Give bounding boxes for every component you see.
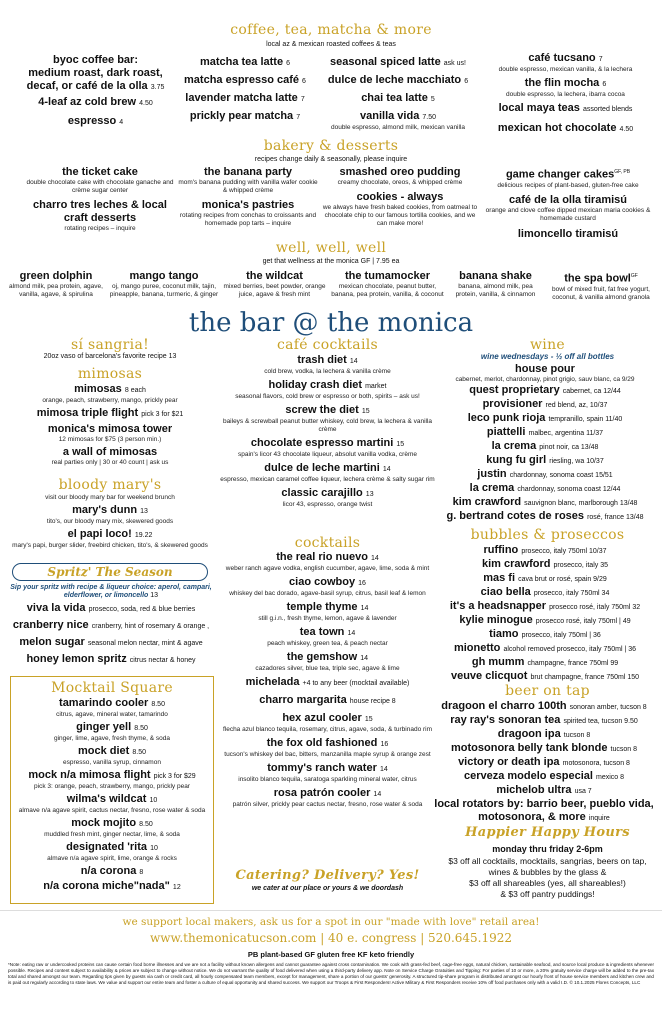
item-name: the banana party xyxy=(203,166,293,178)
wellness-subheader: get that wellness at the monica GF | 7.95 ea xyxy=(262,258,400,265)
item-desc: espresso, mexican caramel coffee liqueur, lechera crème & salty sugar rim xyxy=(220,476,435,483)
item-desc: bowl of mixed fruit, fat free yogurt, coconut, & vanilla almond granola xyxy=(552,285,650,301)
item-price: 8.50 xyxy=(151,701,165,708)
item-name: michelob ultra xyxy=(496,784,572,796)
sangria-header: sí sangria! xyxy=(70,337,150,353)
item-name: a wall of mimosas xyxy=(62,446,158,458)
item-desc: still g.i.n., fresh thyme, lemon, agave & lavender xyxy=(258,615,397,622)
bloody-header: bloody mary's xyxy=(58,477,162,493)
item-name: la crema xyxy=(469,482,515,494)
happy-details xyxy=(440,843,655,900)
item-desc: double espresso, la lechera, ibarra cocoa xyxy=(506,91,625,98)
item-desc: baileys & screwball peanut butter whiskey, cold brew, la lechera & vanilla crème xyxy=(222,418,433,433)
item-name: mock mojito xyxy=(71,817,137,829)
item-desc: mom's banana pudding with vanilla wafer cookie & whipped crème xyxy=(178,179,318,194)
item-desc: cranberry, hint of rosemary & orange , xyxy=(91,623,210,630)
item-name: mango tango xyxy=(129,270,199,282)
item-name: café tucsano xyxy=(528,52,596,64)
item-desc: double chocolate cake with chocolate ganache and crème sugar center xyxy=(26,179,174,194)
item-name: trash diet xyxy=(297,354,347,366)
happy-header: Happier Happy Hours xyxy=(465,825,630,840)
item-name: local rotators by: barrio beer, pueblo vida, motosonora, & more xyxy=(434,798,654,823)
item-name: veuve clicquot xyxy=(450,670,528,682)
item-price: pinot noir, ca 13/48 xyxy=(539,444,599,451)
item-name: n/a corona miche"nada" xyxy=(43,880,170,892)
item-name: prickly pear matcha xyxy=(189,110,294,122)
item-price: cava brut or rosé, spain 9/29 xyxy=(518,576,607,583)
item-price: 14 xyxy=(370,555,379,562)
item-name: tommy's ranch water xyxy=(267,762,377,774)
item-name: chocolate espresso martini xyxy=(250,437,394,449)
item-price: sauvignon blanc, marlborough 13/48 xyxy=(524,500,638,507)
sangria-sub: 20oz vaso of barcelona's favorite recipe 13 xyxy=(43,353,177,360)
item-price: rosé, france 13/48 xyxy=(587,514,644,521)
item-name: piattelli xyxy=(486,426,526,438)
item-name: monica's pastries xyxy=(201,199,295,211)
item-name: espresso xyxy=(67,115,117,127)
item-name: vanilla vida xyxy=(360,110,420,122)
item-name: the tumamocker xyxy=(345,270,430,282)
item-price: brut champagne, france 750ml 150 xyxy=(530,674,640,681)
item-name: motosonora belly tank blonde xyxy=(451,742,608,754)
item-name: el papi loco! xyxy=(67,528,132,540)
item-price: 7 xyxy=(300,96,305,103)
item-price: tucson 8 xyxy=(563,732,591,739)
item-desc: tucson's whiskey del bac, bitters, manzanilla maple syrup & orange zest xyxy=(224,751,431,758)
spritz-intro: Sip your spritz with recipe & liqueur choice: aperol, campari, elderflower, or limoncello xyxy=(10,584,212,599)
item-desc: citrus nectar & honey xyxy=(129,657,196,664)
item-price: motosonora, tucson 8 xyxy=(562,760,630,767)
item-price: 15 xyxy=(361,408,370,415)
item-name: wilma's wildcat xyxy=(66,793,147,805)
item-price: red blend, az, 10/37 xyxy=(545,402,608,409)
item-price: cabernet, ca 12/44 xyxy=(562,388,621,395)
item-price: tempranillo, spain 11/40 xyxy=(548,416,623,423)
item-price: market xyxy=(365,383,387,390)
item-price: ask us! xyxy=(443,60,466,67)
item-name: matcha espresso café xyxy=(184,74,299,86)
happy-time: monday thru friday 2-6pm xyxy=(492,844,603,854)
item-price: 15 xyxy=(364,716,373,723)
byoc-line3: decaf, or café de la olla xyxy=(26,80,148,92)
item-price: malbec, argentina 11/37 xyxy=(528,430,604,437)
item-name: ginger yell xyxy=(76,721,132,733)
item-price: champagne, france 750ml 99 xyxy=(527,660,619,667)
item-name: monica's mimosa tower xyxy=(47,423,173,435)
item-price: 6 xyxy=(302,78,306,85)
item-desc: almave n/a agave spirit, lime, orange & rocks xyxy=(47,855,177,862)
item-name: justin xyxy=(477,468,507,480)
item-name: the wildcat xyxy=(246,270,303,282)
item-name: the spa bowl xyxy=(564,272,631,285)
item-price: 6 xyxy=(602,81,607,88)
item-name: the gemshow xyxy=(286,651,358,663)
item-name: house pour xyxy=(515,363,575,375)
item-desc: oj, mango puree, coconut milk, tajin, pineapple, banana, turmeric, & ginger xyxy=(109,283,219,298)
bubbles-list xyxy=(432,544,658,684)
item-desc: rotating recipes from conchas to croissants and homemade pop tarts – inquire xyxy=(179,212,317,227)
item-price: pick 3 for $29 xyxy=(153,773,196,780)
item-name: n/a corona xyxy=(80,865,137,877)
item-name: g. bertrand cotes de roses xyxy=(446,510,585,522)
item-price: spirited tea, tucson 9.50 xyxy=(563,718,638,725)
item-name: michelada xyxy=(245,676,300,688)
item-desc: double espresso, almond milk, mexican vanilla xyxy=(330,124,466,131)
item-desc: citrus, agave, mineral water, tamarindo xyxy=(56,711,168,718)
item-name: charro margarita xyxy=(259,694,347,706)
item-price: 8.50 xyxy=(132,749,147,756)
item-name: green dolphin xyxy=(19,270,93,282)
item-price: 19.22 xyxy=(134,532,153,539)
bakery-subheader: recipes change daily & seasonally, please inquire xyxy=(254,156,408,163)
byoc-line1: byoc coffee bar: xyxy=(53,54,138,66)
item-name: 4-leaf az cold brew xyxy=(38,96,137,108)
item-name: dulce de leche macchiato xyxy=(327,74,462,86)
item-desc: cabernet, merlot, chardonnay, pinot grigio, sauv blanc, ca 9/29 xyxy=(455,376,635,383)
bloody-sub: visit our bloody mary bar for weekend brunch xyxy=(45,494,175,501)
mocktail-list xyxy=(11,697,213,894)
item-price: 10 xyxy=(149,797,158,804)
item-name: kylie minogue xyxy=(459,614,533,626)
item-name: la crema xyxy=(491,440,537,452)
item-desc: pick 3: orange, peach, strawberry, mango, prickly pear xyxy=(34,783,190,790)
bakery-col4 xyxy=(482,166,654,241)
item-desc: mary's papi, burger slider, freebird chicken, tito's, & skewered goods xyxy=(12,542,208,549)
item-name: temple thyme xyxy=(286,601,358,613)
item-price: pick 3 for $21 xyxy=(141,411,184,418)
coffee-header: coffee, tea, matcha & more xyxy=(230,22,432,38)
item-name: classic carajillo xyxy=(281,487,363,499)
item-name: leco punk rioja xyxy=(467,412,546,424)
item-name: kim crawford xyxy=(481,558,551,570)
item-name: cookies - always xyxy=(356,191,444,203)
cafe-cocktails-list xyxy=(220,354,435,509)
wine-list xyxy=(432,363,658,524)
wellness-header: well, well, well xyxy=(275,240,387,256)
mocktail-header: Mocktail Square xyxy=(51,680,173,696)
item-name: ciao cowboy xyxy=(289,576,356,588)
item-name: tiamo xyxy=(489,628,519,640)
spritz-price: 13 xyxy=(150,592,159,599)
item-name: lavender matcha latte xyxy=(185,92,298,104)
item-desc: seasonal flavors, cold brew or espresso or both, spirits – ask us! xyxy=(235,393,420,400)
item-price: prosecco, italy 750ml | 36 xyxy=(521,632,601,639)
item-desc: orange and clove coffee dipped mexican maria cookies & homemade custard xyxy=(485,206,651,222)
item-name: dulce de leche martini xyxy=(264,462,380,474)
item-name: mionetto xyxy=(453,642,501,654)
item-name: screw the diet xyxy=(285,404,359,416)
item-name: viva la vida xyxy=(26,602,86,614)
item-price: 14 xyxy=(349,358,358,365)
byoc-item xyxy=(18,54,173,94)
item-name: ruffino xyxy=(483,544,519,556)
item-price: 6 xyxy=(286,60,291,67)
item-desc: almond milk, pea protein, agave, vanilla, agave, & spirulina xyxy=(9,283,103,298)
item-desc: patrón silver, prickly pear cactus nectar, fresno, rose water & soda xyxy=(232,801,423,808)
item-price: 8 xyxy=(139,869,144,876)
item-desc: cold brew, vodka, la lechera & vanilla crème xyxy=(264,368,391,375)
footer-support: we support local makers, ask us for a spot in our "made with love" retail area! xyxy=(122,916,540,928)
bakery-col3 xyxy=(320,166,480,228)
item-name: tea town xyxy=(299,626,345,638)
item-name: chai tea latte xyxy=(361,92,428,104)
item-desc: insolito blanco tequila, saratoga sparkling mineral water, citrus xyxy=(238,776,417,783)
item-price: 5 xyxy=(430,96,435,103)
item-desc: muddled fresh mint, ginger nectar, lime, & soda xyxy=(44,831,180,838)
item-price: chardonnay, sonoma coast 15/51 xyxy=(509,472,613,479)
item-name: mary's dunn xyxy=(72,504,138,516)
item-price: 6 xyxy=(464,78,469,85)
coffee-col3 xyxy=(318,56,478,132)
beer-list xyxy=(428,700,660,825)
item-name: cranberry nice xyxy=(12,619,89,631)
item-name: smashed oreo pudding xyxy=(339,166,461,178)
item-price: 14 xyxy=(347,630,356,637)
item-desc: cazadores silver, blue tea, triple sec, agave & lime xyxy=(255,665,400,672)
spritz-list xyxy=(6,584,216,667)
item-name: mock diet xyxy=(77,745,130,757)
item-name: mas fi xyxy=(483,572,515,584)
mimosas-header: mimosas xyxy=(77,366,143,382)
item-price: 14 xyxy=(360,605,369,612)
happy-line: & $3 off pantry puddings! xyxy=(500,889,595,899)
item-name: limoncello tiramisú xyxy=(517,227,619,240)
item-price: 16 xyxy=(380,741,389,748)
item-desc: whiskey del bac dorado, agave-basil syrup, citrus, basil leaf & lemon xyxy=(229,590,426,597)
item-price: prosecco, italy 750ml 34 xyxy=(533,590,610,597)
item-name: mimosas xyxy=(74,383,122,395)
item-desc: creamy chocolate, oreos, & whipped crème xyxy=(337,179,463,186)
item-name: designated 'rita xyxy=(66,841,147,853)
item-price: 14 xyxy=(382,466,391,473)
item-price: 8.50 xyxy=(139,821,153,828)
coffee-col1 xyxy=(18,96,173,129)
item-price: 14 xyxy=(373,791,382,798)
item-price: 8.50 xyxy=(134,725,148,732)
item-name: café de la olla tiramisú xyxy=(509,193,627,206)
item-name: dragoon el charro 100th xyxy=(441,700,567,712)
item-desc: prosecco, soda, red & blue berries xyxy=(88,606,196,613)
item-desc: tito's, our bloody mary mix, skewered goods xyxy=(46,518,174,525)
item-price: house recipe 8 xyxy=(349,698,396,705)
item-price: 7.50 xyxy=(422,114,436,121)
item-desc: licor 43, espresso, orange twist xyxy=(282,501,373,508)
spritz-header: Spritz' The Season xyxy=(12,563,208,581)
footer xyxy=(0,910,662,1025)
item-name: victory or death ipa xyxy=(458,756,560,768)
item-price: 14 xyxy=(379,766,388,773)
item-name: it's a headsnapper xyxy=(449,600,547,612)
coffee-col2 xyxy=(170,56,320,124)
item-name: cerveza modelo especial xyxy=(463,770,593,782)
item-price: chardonnay, sonoma coast 12/44 xyxy=(517,486,621,493)
item-price: 16 xyxy=(358,580,366,587)
cafe-cocktails-header: café cocktails xyxy=(276,337,378,353)
item-price: 7 xyxy=(296,114,301,121)
item-tags: GF xyxy=(630,273,638,279)
item-name: the flin mocha xyxy=(524,77,600,89)
bubbles-header: bubbles & proseccos xyxy=(470,527,625,543)
item-price: 13 xyxy=(365,491,374,498)
item-name: ray ray's sonoran tea xyxy=(450,714,561,726)
bar-title: the bar @ the monica xyxy=(188,308,474,338)
item-price: 13 xyxy=(140,508,148,515)
item-name: melon sugar xyxy=(19,636,85,648)
item-name: banana shake xyxy=(459,270,532,282)
item-price: 10 xyxy=(150,845,158,852)
item-price: tucson 8 xyxy=(610,746,637,753)
item-desc: flecha azul blanco tequila, rosemary, citrus, agave, soda, & turbinado rim xyxy=(222,726,433,733)
byoc-line2: medium roast, dark roast, xyxy=(28,67,163,79)
happy-line: $3 off all cocktails, mocktails, sangrias, beers on tap, wines & bubbles by the glass & xyxy=(448,856,647,877)
item-name: seasonal spiced latte xyxy=(330,56,441,68)
item-price: inquire xyxy=(588,815,610,822)
happy-line: $3 off all shareables (yes, all shareables!) xyxy=(469,878,626,888)
item-desc: almave n/a agave spirit, cactus nectar, fresno, rose water & soda xyxy=(18,807,206,814)
footer-contact: www.themonicatucson.com | 40 e. congress | 520.645.1922 xyxy=(149,931,513,945)
item-price: assorted blends xyxy=(582,106,633,113)
coffee-subheader: local az & mexican roasted coffees & teas xyxy=(266,41,396,48)
item-name: mimosa triple flight xyxy=(36,407,139,419)
item-name: tamarindo cooler xyxy=(59,697,149,709)
item-desc: banana, almond milk, pea protein, vanilla, & cinnamon xyxy=(455,283,536,298)
item-name: rosa patrón cooler xyxy=(273,787,371,799)
item-price: 4.50 xyxy=(139,100,153,107)
wellness-row xyxy=(6,270,656,302)
item-name: mexican hot chocolate xyxy=(497,122,617,134)
item-price: prosecco, italy 35 xyxy=(553,562,608,569)
item-name: matcha tea latte xyxy=(199,56,284,68)
item-price: prosecco rosé, italy 750ml 32 xyxy=(549,604,641,611)
item-price: 8 each xyxy=(124,387,146,394)
item-price: 15 xyxy=(396,441,405,448)
item-name: kim crawford xyxy=(452,496,522,508)
wine-header: wine xyxy=(530,337,565,353)
item-desc: mexican chocolate, peanut butter, banana, pea protein, vanilla, & coconut xyxy=(331,283,444,298)
item-desc: seasonal melon nectar, mint & agave xyxy=(87,640,203,647)
footer-fine-print: *Note: eating raw or undercooked proteins can cause certain food borne illnesses and we are not a facility without known allergens and cannot guarantee against cross contamination. We cook with grass-fed beef, cage-free eggs, natural chicken, sustainable seafood, and source local produce & ingredients whenever possible. Recipes and content subject to availability & prices are subject to change without notice. We do not warrant the quality of food delivered when using a third-party delivery app. Note on Service Charge Gratuities and Tipping: For parties of 10 or more, a 20% gratuity service charge will be added to the pre-tax total and shared amongst our team. Regarding tips given by guests via cash or credit card, all hourly compensated team members, except for management, share a portion of our guests' generosity. A structured tip-share program is distributed amongst our hourly front of house service members and kitchen crew and is paid out regularly according to state laws. We value and support our entire team and foster a culture of equal opportunity and shared success. We support our Troops & First Responders! Active Military & First Responders receive 10% off food purchases only with a valid I.D. © 10.1.2025 Flores Concepts, LLC xyxy=(8,962,654,985)
item-price: prosecco, italy 750ml 10/37 xyxy=(521,548,607,555)
coffee-col4 xyxy=(478,52,653,136)
mocktail-box xyxy=(10,676,214,904)
item-price: 14 xyxy=(360,655,369,662)
catering-sub: we cater at our place or yours & we doordash xyxy=(251,885,404,892)
item-desc: double espresso, mexican vanilla, & la lechera xyxy=(498,66,633,73)
bakery-header: bakery & desserts xyxy=(263,138,399,154)
item-price: 12 xyxy=(172,884,181,891)
cocktails-list xyxy=(220,551,435,809)
item-name: game changer cakes xyxy=(505,168,615,181)
item-price: prosecco rosé, italy 750ml | 49 xyxy=(535,618,631,625)
item-name: ciao bella xyxy=(480,586,531,598)
item-desc: espresso, vanilla syrup, cinnamon xyxy=(63,759,161,766)
item-price: +4 to any beer (mocktail available) xyxy=(302,680,410,687)
item-desc: orange, peach, strawberry, mango, prickly pear xyxy=(42,397,178,404)
item-name: local maya teas xyxy=(498,102,580,114)
bakery-col1 xyxy=(25,166,175,233)
item-desc: rotating recipes – inquire xyxy=(64,225,136,232)
item-price: 4.50 xyxy=(619,126,634,133)
item-desc: 12 mimosas for $75 (3 person min.) xyxy=(58,436,162,443)
item-name: honey lemon spritz xyxy=(26,653,127,665)
item-name: the ticket cake xyxy=(62,166,138,178)
item-desc: ginger, lime, agave, fresh thyme, & soda xyxy=(54,735,170,742)
item-desc: peach whiskey, green tea, & peach nectar xyxy=(267,640,388,647)
item-price: usa 7 xyxy=(574,788,592,795)
catering-header: Catering? Delivery? Yes! xyxy=(235,868,420,883)
item-desc: we always have fresh baked cookies, from oatmeal to chocolate chip to our famous tortilla cookies, and we can make more! xyxy=(322,204,478,227)
item-price: mexico 8 xyxy=(596,774,625,781)
item-name: the real rio nuevo xyxy=(276,551,368,563)
item-name: kung fu girl xyxy=(486,454,547,466)
item-price: 7 xyxy=(598,56,603,63)
beer-header: beer on tap xyxy=(505,683,590,699)
bloody-list xyxy=(10,494,210,550)
item-name: dragoon ipa xyxy=(497,728,561,740)
item-desc: delicious recipes of plant-based, gluten-free cake xyxy=(497,181,639,189)
item-desc: spain's licor 43 chocolate liqueur, absolut vanilla vodka, crème xyxy=(237,451,417,458)
item-price: sonoran amber, tucson 8 xyxy=(569,704,647,711)
bakery-col2 xyxy=(178,166,318,228)
footer-legend: PB plant-based GF gluten free KF keto friendly xyxy=(247,950,415,959)
item-name: charro tres leches & local craft desserts xyxy=(33,199,167,224)
item-price: 4 xyxy=(119,119,124,126)
item-name: hex azul cooler xyxy=(282,712,362,724)
item-desc: weber ranch agave vodka, english cucumber, agave, lime, soda & mint xyxy=(225,565,430,572)
mimosas-list xyxy=(10,383,210,467)
item-desc: real parties only | 30 or 40 count | ask us xyxy=(51,459,169,466)
byoc-price: 3.75 xyxy=(150,84,165,91)
item-price: riesling, wa 10/37 xyxy=(549,458,604,465)
item-name: gh mumm xyxy=(471,656,525,668)
wine-promo: wine wednesdays - ½ off all bottles xyxy=(480,352,615,361)
item-price: alcohol removed prosecco, italy 750ml | 36 xyxy=(503,646,637,653)
item-name: provisioner xyxy=(482,398,543,410)
item-name: the fox old fashioned xyxy=(266,737,378,749)
item-name: mock n/a mimosa flight xyxy=(28,769,151,781)
cocktails-header: cocktails xyxy=(294,535,361,551)
item-desc: mixed berries, beet powder, orange juice, agave & fresh mint xyxy=(223,283,326,298)
item-tags: GF, PB xyxy=(614,169,631,175)
item-name: holiday crash diet xyxy=(268,379,363,391)
item-name: quest proprietary xyxy=(469,384,560,396)
